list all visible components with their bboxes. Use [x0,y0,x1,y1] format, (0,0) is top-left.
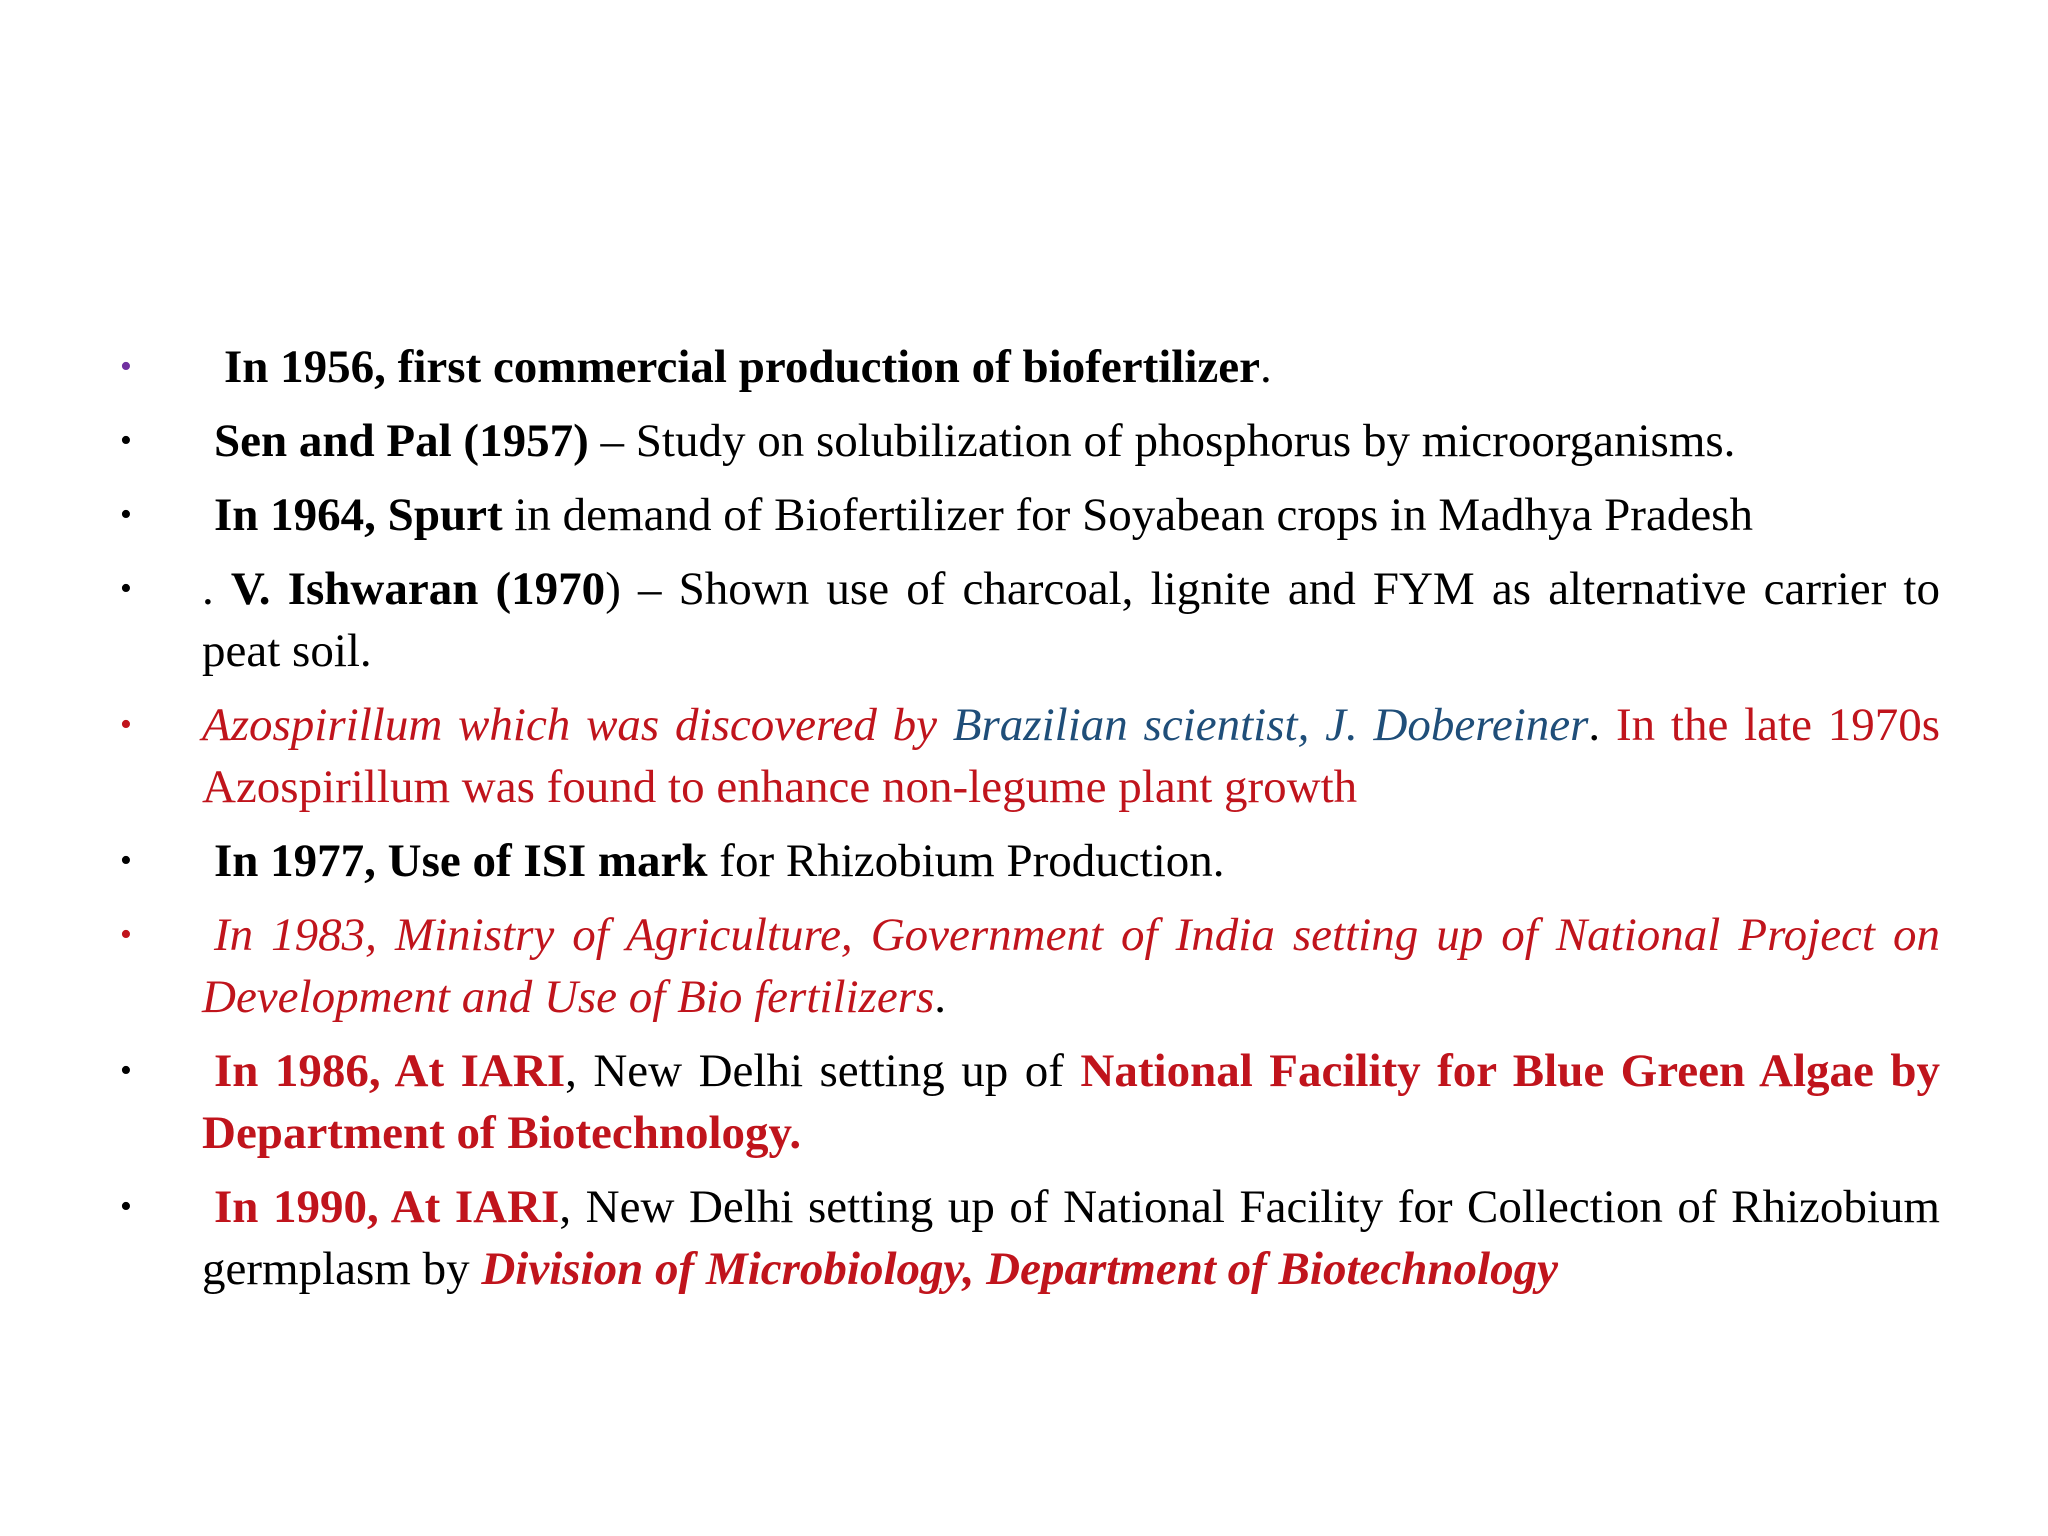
item-1964-text: in demand of Biofertilizer for Soyabean crops in Madhya Pradesh [502,489,1753,541]
list-item-1956 [120,336,1940,398]
item-azospirillum-scientist: Brazilian scientist, J. Dobereiner [952,699,1589,751]
item-1990-bold: In 1990, At IARI [214,1181,560,1233]
bullet-icon: • [120,496,132,533]
bullet-icon: • [120,916,132,953]
item-1957-bold: Sen and Pal (1957) [214,415,589,467]
bullet-icon: • [120,1188,132,1225]
item-1977-bold: In 1977, Use of ISI mark [214,835,708,887]
item-1983-italic: In 1983, Ministry of Agriculture, Government of India setting up of National Project on Development and Use of Bio fertilizers [202,909,1940,1023]
list-item-1983 [120,904,1940,1028]
list-item-1990 [120,1176,1940,1300]
item-azospirillum-text: In the late 1970s Azospirillum was found to enhance non-legume plant growth [202,699,1941,813]
bullet-icon: • [120,348,132,385]
item-1970-prefix: . [202,563,231,615]
list-item-azospirillum [120,694,1940,818]
list-item-1977 [120,830,1940,892]
item-1990-text: , New Delhi setting up of National Facility for Collection of Rhizobium germplasm by [202,1181,1940,1295]
item-1956-bold: In 1956, first commercial production of biofertilizer [224,341,1260,393]
list-item-1970 [120,558,1940,682]
item-1964-bold: In 1964, Spurt [214,489,503,541]
item-1983-period: . [934,971,947,1023]
bullet-icon: • [120,422,132,459]
bullet-icon: • [120,842,132,879]
item-1977-text: for Rhizobium Production. [707,835,1225,887]
item-1986-facility: National Facility for Blue Green Algae by Department of Biotechnology. [202,1045,1940,1159]
item-1970-bold: V. Ishwaran (1970 [230,563,606,615]
item-1986-bold: In 1986, At IARI [214,1045,566,1097]
item-1957-text: – Study on solubilization of phosphorus by microorganisms. [588,415,1736,467]
item-1986-text: , New Delhi setting up of [565,1045,1081,1097]
item-azospirillum-period: . [1588,699,1616,751]
list-item-1957 [120,410,1940,472]
bullet-icon: • [120,1052,132,1089]
item-azospirillum-italic: Azospirillum which was discovered by [202,699,953,751]
bullet-icon: • [120,570,132,607]
bullet-icon: • [120,706,132,743]
item-1970-text: ) – Shown use of charcoal, lignite and FYM as alternative carrier to peat soil. [202,563,1940,677]
bullet-list [120,336,1940,1312]
item-1990-division: Division of Microbiology, Department of Biotechnology [481,1243,1558,1295]
list-item-1986 [120,1040,1940,1164]
item-1956-text: . [1259,341,1272,393]
list-item-1964 [120,484,1940,546]
